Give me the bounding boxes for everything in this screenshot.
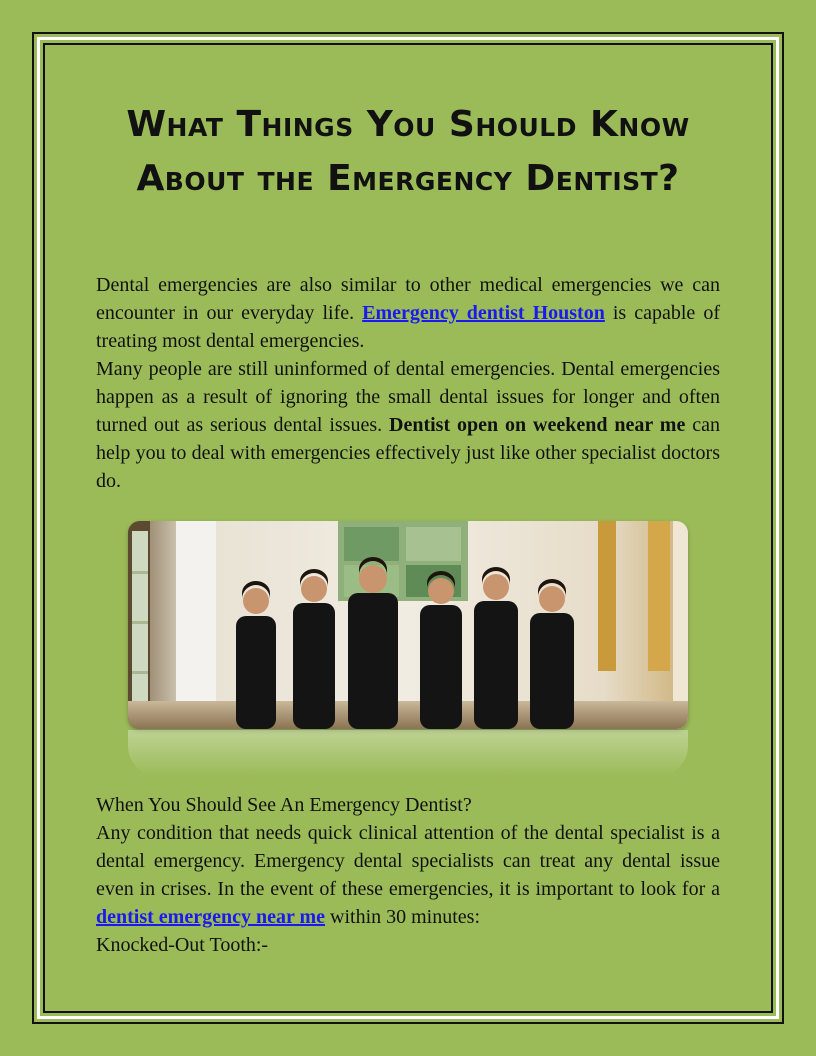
intro-paragraph-1 xyxy=(96,271,720,355)
title-line-2: About the Emergency Dentist? xyxy=(136,158,680,199)
intro-text-1: Dental emergencies are also similar to other medical emergencies we can encounter in our everyday life. xyxy=(96,274,720,324)
dentist-open-weekend-bold: Dentist open on weekend near me xyxy=(389,414,686,436)
title-line-1: What Things You Should Know xyxy=(126,104,690,145)
dentist-emergency-near-me-link[interactable]: dentist emergency near me xyxy=(96,906,326,928)
section-text-2: within 30 minutes: xyxy=(325,906,481,928)
photo-reflection xyxy=(128,730,688,776)
intro-paragraph-2 xyxy=(96,355,720,495)
knocked-out-tooth-heading: Knocked-Out Tooth:- xyxy=(96,934,269,956)
section-text-1: Any condition that needs quick clinical attention of the dental specialist is a dental emergency. Emergency dental specialists can treat any dental issue even in crises. In the event of these emergencies, it is important to look for a xyxy=(96,822,720,900)
section-paragraph xyxy=(96,819,720,931)
section-heading: When You Should See An Emergency Dentist? xyxy=(96,794,472,816)
page-title xyxy=(60,98,756,206)
emergency-dentist-houston-link[interactable]: Emergency dentist Houston xyxy=(362,302,605,324)
intro-text-4: can help you to deal with emergencies effectively just like other specialist doctors do. xyxy=(96,414,720,492)
dental-team-photo xyxy=(128,521,688,729)
intro-text-3: Many people are still uninformed of dental emergencies. Dental emergencies happen as a result of ignoring the small dental issues for longer and often turned out as serious dental issues. xyxy=(96,358,720,436)
intro-text-2: is capable of treating most dental emergencies. xyxy=(96,302,720,352)
